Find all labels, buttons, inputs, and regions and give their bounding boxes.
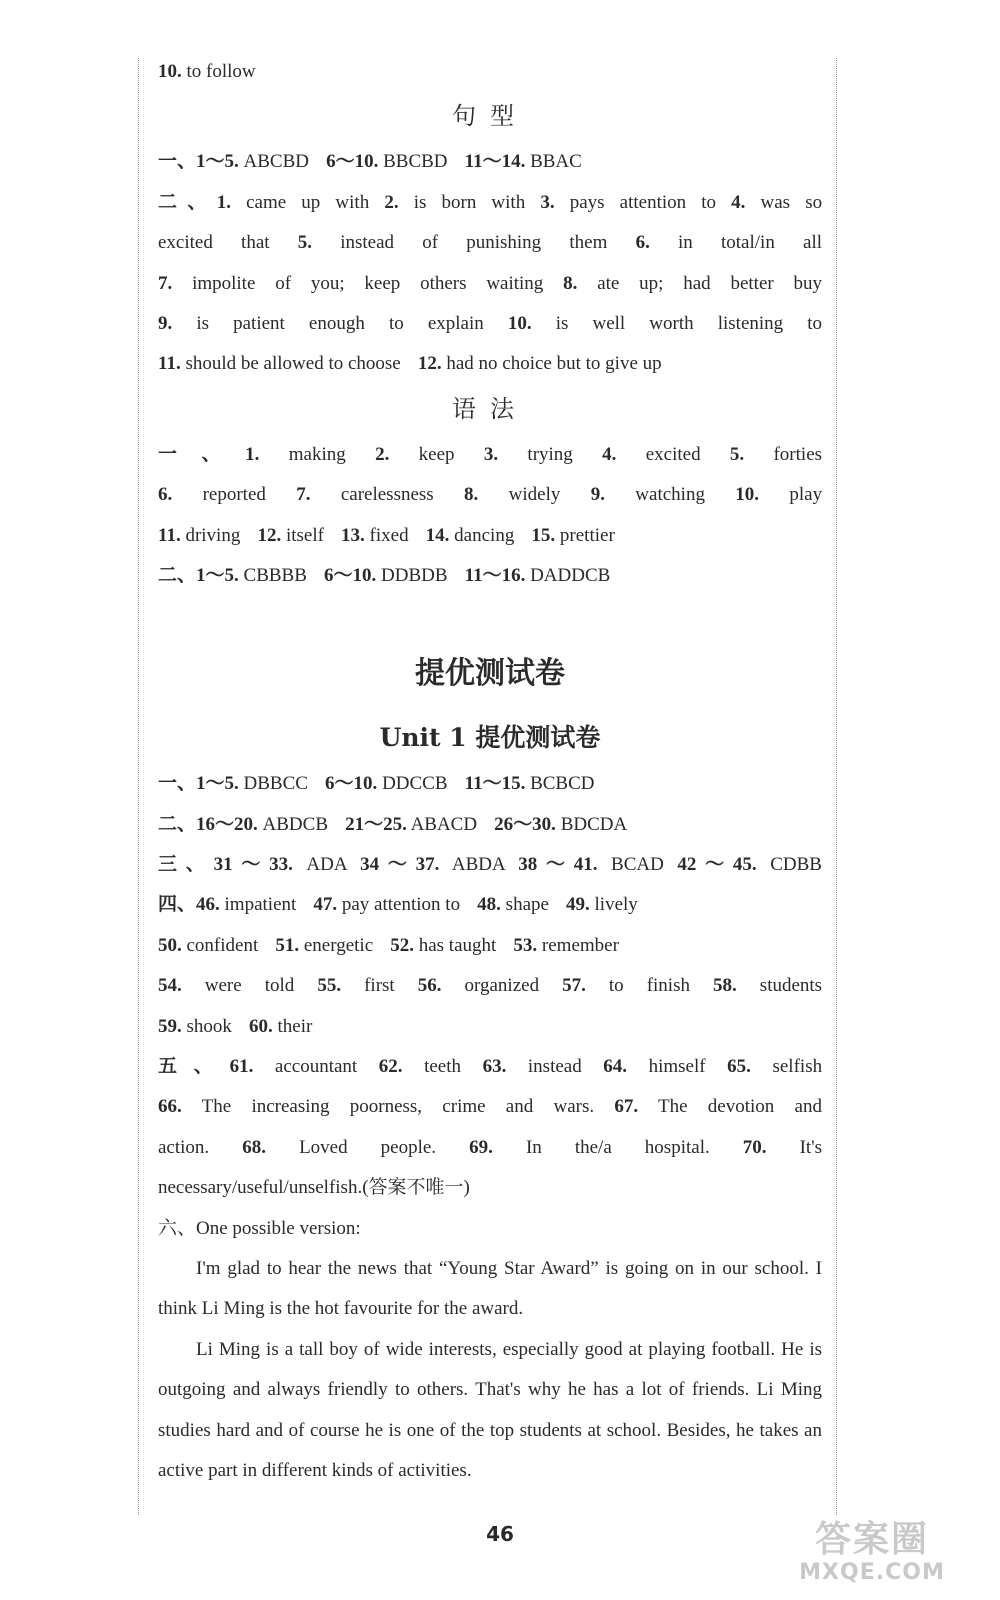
part-prefix: 二、 bbox=[158, 564, 197, 586]
item-range: 42～45. bbox=[677, 854, 757, 876]
part-prefix: 二、 bbox=[158, 813, 197, 835]
item-range: 6～10. bbox=[325, 773, 378, 795]
answer-text: play bbox=[789, 484, 823, 506]
item-number: 13. bbox=[341, 524, 365, 546]
item-number: 55. bbox=[317, 975, 342, 997]
answer-text: In the/a hospital. bbox=[525, 1136, 710, 1158]
answer-text: organized bbox=[464, 975, 540, 997]
answer-text: excited that bbox=[158, 232, 270, 254]
answer-line bbox=[158, 805, 822, 845]
answer-text: shook bbox=[186, 1015, 232, 1037]
item-number: 3. bbox=[483, 443, 499, 465]
answer-text: selfish bbox=[772, 1056, 823, 1078]
part-prefix: 一、 bbox=[158, 773, 197, 795]
answer-text: One possible version: bbox=[196, 1217, 361, 1239]
item-number: 5. bbox=[297, 232, 312, 254]
answer-text: watching bbox=[635, 484, 705, 506]
answer-text: The devotion and bbox=[658, 1096, 822, 1118]
answer-line bbox=[158, 1087, 822, 1127]
left-margin-dotted-line bbox=[138, 58, 139, 1515]
item-range: 1～5. bbox=[196, 151, 239, 173]
item-number: 46. bbox=[196, 894, 220, 916]
watermark-logo-text: 答案圈 bbox=[814, 1519, 929, 1560]
right-margin-dotted-line bbox=[836, 58, 837, 1515]
item-number: 15. bbox=[531, 524, 556, 546]
part-prefix: 一、 bbox=[158, 151, 197, 173]
item-number: 7. bbox=[296, 484, 311, 506]
answer-text: carelessness bbox=[340, 484, 434, 506]
answer-line bbox=[158, 183, 822, 223]
item-number: 8. bbox=[563, 272, 578, 294]
answer-text: BDCDA bbox=[560, 813, 628, 835]
item-number: 9. bbox=[158, 312, 173, 334]
item-number: 7. bbox=[158, 272, 173, 294]
item-number: 50. bbox=[158, 934, 182, 956]
answer-text: should be allowed to choose bbox=[185, 353, 401, 375]
answer-text: first bbox=[364, 975, 395, 997]
item-number: 62. bbox=[378, 1056, 403, 1078]
answer-note: (答案不唯一) bbox=[362, 1177, 470, 1199]
answer-text: is born with bbox=[413, 191, 526, 213]
answer-text: is patient enough to explain bbox=[196, 312, 484, 334]
answer-text: were told bbox=[204, 975, 295, 997]
item-number: 51. bbox=[275, 934, 300, 956]
item-number: 54. bbox=[158, 975, 182, 997]
item-range: 1～5. bbox=[196, 773, 239, 795]
answer-text: DDCCB bbox=[382, 773, 448, 795]
answer-text: CDBB bbox=[770, 854, 822, 876]
answer-text: It's bbox=[799, 1136, 823, 1158]
watermark-url: MXQE.COM bbox=[799, 1560, 945, 1585]
item-range: 31～33. bbox=[213, 854, 293, 876]
answer-line bbox=[158, 264, 822, 304]
answer-text: BCBCD bbox=[530, 773, 595, 795]
answer-text: came up with bbox=[246, 191, 370, 213]
item-number: 61. bbox=[229, 1056, 254, 1078]
item-number: 56. bbox=[417, 975, 442, 997]
answer-text: dancing bbox=[454, 524, 515, 546]
answer-text: BBAC bbox=[530, 151, 582, 173]
answer-line bbox=[158, 52, 822, 92]
item-number: 52. bbox=[390, 934, 414, 956]
item-number: 48. bbox=[477, 894, 501, 916]
answer-text: BCAD bbox=[611, 854, 664, 876]
item-number: 63. bbox=[482, 1056, 507, 1078]
answer-text: was so bbox=[760, 191, 823, 213]
main-title: 提优测试卷 bbox=[415, 656, 565, 692]
answer-text: confident bbox=[186, 934, 259, 956]
answer-text: is well worth listening to bbox=[555, 312, 823, 334]
answer-text: Loved people. bbox=[299, 1136, 437, 1158]
item-number: 64. bbox=[603, 1056, 628, 1078]
answer-text: teeth bbox=[424, 1056, 462, 1078]
answer-text: ate up; had better buy bbox=[597, 272, 823, 294]
answer-text: impolite of you; keep others waiting bbox=[192, 272, 544, 294]
part-prefix: 五、 bbox=[158, 1056, 230, 1078]
item-range: 6～10. bbox=[326, 151, 379, 173]
answer-text: himself bbox=[648, 1056, 706, 1078]
answer-text: to finish bbox=[608, 975, 690, 997]
answer-text: lively bbox=[594, 894, 638, 916]
answer-line bbox=[158, 845, 822, 885]
answer-text: BBCBD bbox=[383, 151, 448, 173]
answer-line bbox=[158, 304, 822, 344]
answer-text: pays attention to bbox=[569, 191, 717, 213]
item-range: 6～10. bbox=[324, 564, 377, 586]
unit-title: Unit 1 提优测试卷 bbox=[379, 723, 601, 753]
answer-text: CBBBB bbox=[243, 564, 307, 586]
answer-text: action. bbox=[158, 1136, 210, 1158]
item-number: 9. bbox=[590, 484, 605, 506]
answer-line bbox=[158, 1168, 822, 1208]
answer-text: ABDA bbox=[451, 854, 505, 876]
answer-line bbox=[158, 142, 822, 182]
item-number: 6. bbox=[158, 484, 173, 506]
answer-line bbox=[158, 344, 822, 384]
item-number: 2. bbox=[375, 443, 390, 465]
item-number: 49. bbox=[566, 894, 590, 916]
answer-text: ABDCB bbox=[262, 813, 328, 835]
item-number: 65. bbox=[727, 1056, 751, 1078]
answer-text: itself bbox=[285, 524, 324, 546]
section-title-sentence-patterns: 句型 bbox=[452, 102, 528, 131]
answer-text: DADDCB bbox=[530, 564, 611, 586]
answer-text: DDBDB bbox=[381, 564, 448, 586]
answer-text: widely bbox=[508, 484, 561, 506]
answer-line bbox=[158, 435, 822, 475]
item-number: 53. bbox=[513, 934, 538, 956]
answer-text: forties bbox=[773, 443, 823, 465]
answer-text: impatient bbox=[224, 894, 297, 916]
item-number: 58. bbox=[713, 975, 737, 997]
section-title-grammar: 语法 bbox=[452, 394, 528, 423]
answer-text: had no choice but to give up bbox=[446, 353, 662, 375]
answer-line bbox=[158, 475, 822, 515]
answer-text: in total/in all bbox=[678, 232, 823, 254]
page-number: 46 bbox=[486, 1522, 514, 1546]
answer-line bbox=[158, 556, 822, 596]
essay-paragraph: I'm glad to hear the news that “Young Star Award” is going on in our school. I think Li Ming is the hot favourite for the award. bbox=[158, 1257, 822, 1320]
item-number: 10. bbox=[735, 484, 760, 506]
answer-text: accountant bbox=[274, 1056, 358, 1078]
answer-line bbox=[158, 223, 822, 263]
item-number: 10. bbox=[507, 312, 532, 334]
answer-text: remember bbox=[541, 934, 619, 956]
item-number: 10. bbox=[158, 61, 182, 82]
item-number: 1. bbox=[216, 191, 231, 213]
item-number: 4. bbox=[731, 191, 746, 213]
item-number: 60. bbox=[249, 1015, 273, 1037]
answer-text: The increasing poorness, crime and wars. bbox=[201, 1096, 595, 1118]
item-number: 11. bbox=[158, 524, 181, 546]
answer-text: trying bbox=[527, 443, 573, 465]
answer-text: their bbox=[277, 1015, 313, 1037]
item-range: 16～20. bbox=[196, 813, 258, 835]
answer-content bbox=[158, 52, 822, 1491]
item-number: 5. bbox=[729, 443, 745, 465]
site-watermark bbox=[772, 1520, 972, 1592]
answer-text: fixed bbox=[369, 524, 409, 546]
item-number: 6. bbox=[635, 232, 650, 254]
item-number: 1. bbox=[245, 443, 260, 465]
answer-line bbox=[158, 885, 822, 925]
answer-text: prettier bbox=[559, 524, 615, 546]
answer-text: necessary/useful/unselfish. bbox=[158, 1177, 363, 1199]
answer-text: DBBCC bbox=[243, 773, 308, 795]
part-prefix: 三、 bbox=[158, 854, 214, 876]
answer-line bbox=[158, 926, 822, 966]
part-prefix: 六、 bbox=[158, 1217, 197, 1239]
answer-text: instead of punishing them bbox=[340, 232, 608, 254]
item-number: 67. bbox=[614, 1096, 639, 1118]
item-number: 69. bbox=[469, 1136, 493, 1158]
item-number: 8. bbox=[464, 484, 479, 506]
item-number: 57. bbox=[562, 975, 586, 997]
item-number: 66. bbox=[158, 1096, 182, 1118]
item-number: 70. bbox=[742, 1136, 767, 1158]
item-number: 12. bbox=[257, 524, 282, 546]
answer-text: reported bbox=[202, 484, 266, 506]
answer-text: pay attention to bbox=[341, 894, 461, 916]
answer-line bbox=[158, 1047, 822, 1087]
item-range: 38～41. bbox=[518, 854, 598, 876]
item-range: 11～15. bbox=[464, 773, 526, 795]
answer-text: driving bbox=[185, 524, 241, 546]
answer-text: making bbox=[288, 443, 346, 465]
answer-text: excited bbox=[645, 443, 701, 465]
item-number: 14. bbox=[425, 524, 450, 546]
part-prefix: 二、 bbox=[158, 191, 217, 213]
answer-text: has taught bbox=[418, 934, 497, 956]
item-range: 11～16. bbox=[464, 564, 526, 586]
answer-text: ABCBD bbox=[243, 151, 309, 173]
item-number: 12. bbox=[417, 353, 442, 375]
answer-text: students bbox=[759, 975, 823, 997]
item-number: 47. bbox=[313, 894, 338, 916]
item-number: 11. bbox=[158, 353, 181, 375]
answer-line bbox=[158, 764, 822, 804]
part-prefix: 一、 bbox=[158, 443, 246, 465]
answer-line bbox=[158, 516, 822, 556]
part-prefix: 四、 bbox=[158, 894, 197, 916]
item-number: 3. bbox=[540, 191, 555, 213]
item-range: 26～30. bbox=[494, 813, 556, 835]
item-number: 68. bbox=[242, 1136, 266, 1158]
answer-text: shape bbox=[505, 894, 549, 916]
item-number: 4. bbox=[602, 443, 617, 465]
answer-line bbox=[158, 966, 822, 1006]
answer-line bbox=[158, 1007, 822, 1047]
item-range: 1～5. bbox=[196, 564, 239, 586]
item-number: 2. bbox=[384, 191, 399, 213]
answer-text: ADA bbox=[306, 854, 347, 876]
item-range: 11～14. bbox=[464, 151, 526, 173]
item-range: 34～37. bbox=[360, 854, 440, 876]
answer-line bbox=[158, 1128, 822, 1168]
answer-text: keep bbox=[418, 443, 455, 465]
answer-text: energetic bbox=[303, 934, 374, 956]
item-range: 21～25. bbox=[345, 813, 407, 835]
answer-text: ABACD bbox=[410, 813, 478, 835]
essay-paragraph: Li Ming is a tall boy of wide interests, especially good at playing football. He is outgoing and always friendly to others. That's why he has a lot of friends. Li Ming studies hard and of course he is one of the top students at school. Besides, he takes an active part in different kinds of activities. bbox=[158, 1338, 822, 1482]
item-number: 59. bbox=[158, 1015, 182, 1037]
answer-line bbox=[158, 1209, 822, 1249]
answer-text: instead bbox=[527, 1056, 582, 1078]
answer-text: to follow bbox=[186, 61, 256, 82]
